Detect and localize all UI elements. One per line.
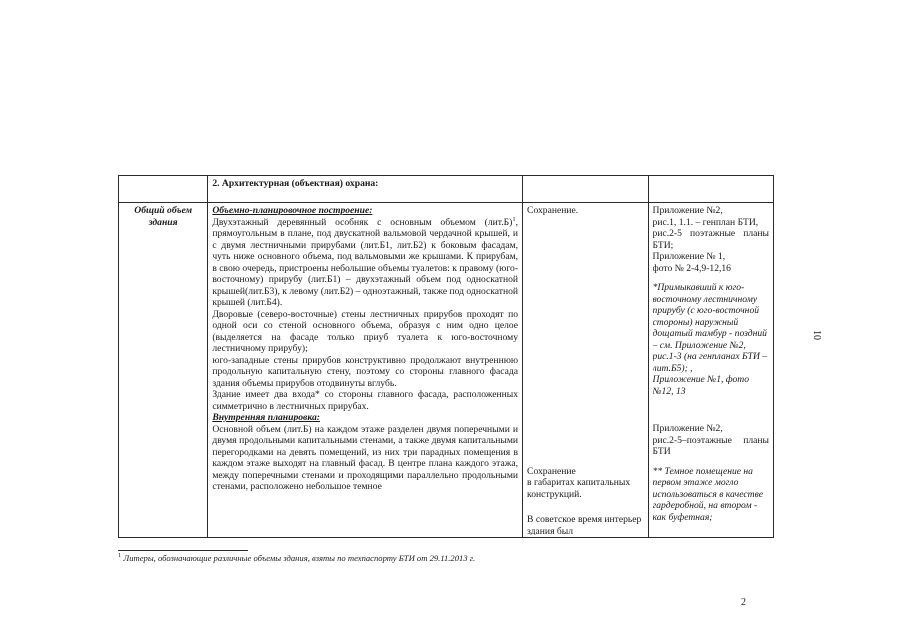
- notes-cell: [648, 203, 773, 538]
- footnote-ref: 1: [512, 215, 516, 223]
- page-number: 2: [741, 597, 746, 608]
- footnote-separator: [118, 550, 248, 551]
- protection-cell: [523, 203, 648, 538]
- protection-text-4: В советское время интерьер здания был: [527, 514, 642, 535]
- note-3: рис.2-5 поэтажные планы БТИ;: [652, 228, 769, 251]
- heading-volume-planning: Объемно-планировочное построение:: [212, 205, 373, 216]
- note-9: рис.2-5–поэтажные планы БТИ: [652, 434, 769, 457]
- note-10: ** Темное помещение на первом этаже могло использоваться в качестве гардеробной, на втором - как буфетная;: [652, 465, 763, 523]
- note-4: Приложение № 1,: [652, 251, 726, 262]
- table-header-row: [119, 176, 774, 203]
- footnote: [118, 553, 768, 563]
- note-5: фото № 2-4,9-12,16: [652, 262, 731, 274]
- heading-interior-plan: Внутренняя планировка:: [212, 412, 320, 423]
- note-1: Приложение №2,: [652, 205, 723, 216]
- header-empty-cell: [523, 176, 648, 203]
- description-para-4: Здание имеет два входа* со стороны главного фасада, расположенных симметрично в лестничных прирубах.: [212, 389, 519, 412]
- object-name: Общий объем здания: [134, 205, 193, 228]
- footnote-text: Литеры, обозначающие различные объемы здания, взяты по техпаспорту БТИ от 29.11.2013 г.: [121, 553, 476, 563]
- description-cell: [208, 203, 523, 538]
- note-8: Приложение №2,: [652, 423, 723, 434]
- description-para-5: Основной объем (лит.Б) на каждом этаже разделен двумя поперечными и двумя продольными капитальными стенами, а также двумя капитальными перегородками на девять помещений, из них три парадных помещения в каждом этаже выходят на главный фасад. В центре плана каждого этажа, между поперечными стенами и проходящими параллельно продольными стенами, расположено небольшое темное: [212, 423, 519, 492]
- table-row: [119, 203, 774, 538]
- header-empty-cell: [648, 176, 773, 203]
- protection-text-1: Сохранение.: [527, 205, 579, 216]
- description-para-2: Дворовые (северо-восточные) стены лестничных прирубов проходят по одной оси со стеной основного объема, образуя с ним одно целое (выделяется на фасаде только приуб туалета к юго-восточному лестничному прирубу);: [212, 308, 519, 354]
- object-name-cell: [119, 203, 208, 538]
- section-title: 2. Архитектурная (объектная) охрана:: [208, 176, 523, 203]
- footnote-marker: 1: [118, 552, 122, 560]
- protection-text-3: в габаритах капитальных конструкций.: [527, 477, 631, 500]
- protection-table: [118, 175, 774, 538]
- header-empty-cell: [119, 176, 208, 203]
- note-2: рис.1, 1.1. – генплан БТИ,: [652, 216, 759, 228]
- note-6: *Примыкавший к юго-восточному лестничному прирубу (с юго-восточной стороны) наружный дощатый тамбур - поздний – см. Приложение №2, рис.1-3 (на генпланах БТИ –лит.Б5); ,: [652, 282, 768, 374]
- protection-text-2: Сохранение: [527, 465, 576, 477]
- description-para-3: юго-западные стены прирубов конструктивно продолжают внутреннюю продольную капитальную стену, поэтому со стороны главного фасада здания объемы прирубов отодвинуты вглубь.: [212, 354, 519, 389]
- side-page-number: 10: [811, 330, 822, 340]
- note-7: Приложение №1, фото №12, 13: [652, 374, 750, 397]
- description-para-1: Двухэтажный деревянный особняк с основным объемом $(лит.Б)^1$, прямоугольным в плане, под двускатной вальмовой чердачной крышей, и с двумя лестничными прирубами (лит.Б1, лит.Б2) к боковым фасадам, чуть ниже основного объема, под вальмовыми же крышами. К прирубам, в свою очередь, пристроены небольшие объемы туалетов: к правому (юго-восточному) прирубу (лит.Б1) – двухэтажный объем под односкатной крышей(лит.Б3), к левому (лит.Б2) – одноэтажный, также под односкатной крышей (лит.Б4).: [212, 215, 519, 308]
